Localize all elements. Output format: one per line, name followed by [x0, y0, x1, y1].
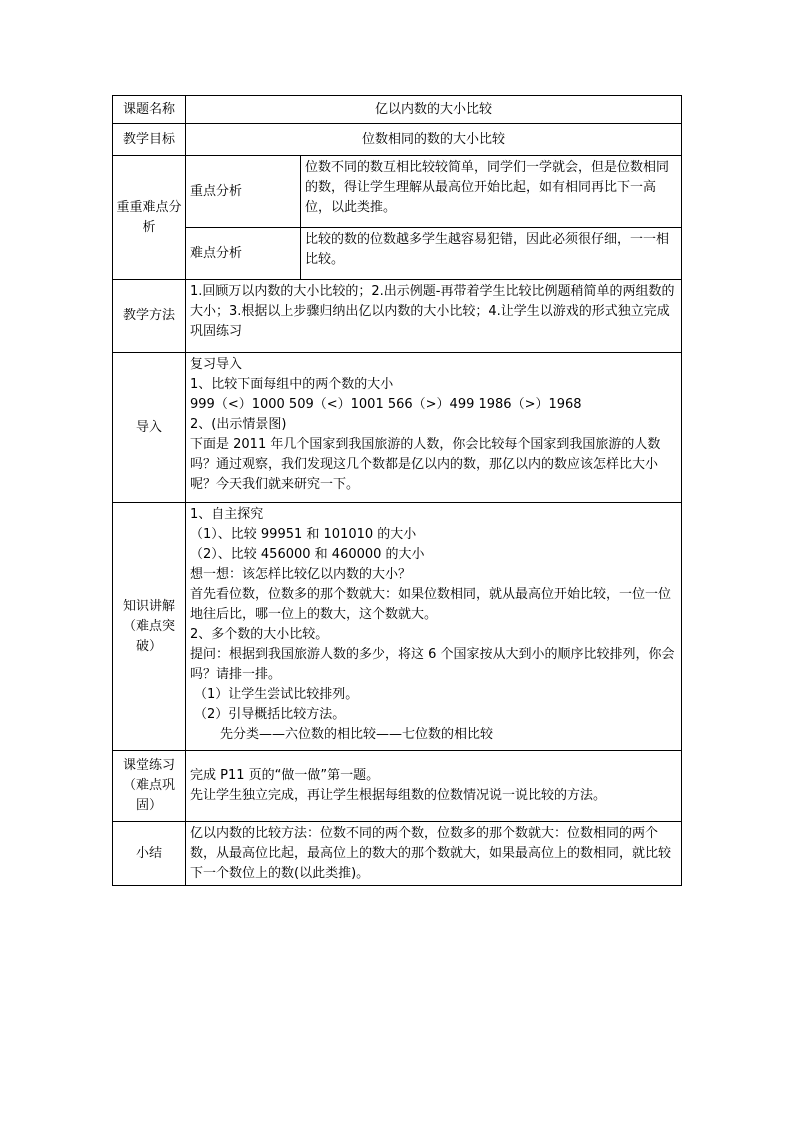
explain-line: （1）、比较 99951 和 101010 的大小 [190, 527, 417, 542]
row-method [113, 280, 682, 353]
summary-label: 小结 [113, 822, 186, 886]
explain-content [186, 503, 682, 751]
intro-line: 2、(出示情景图) [190, 417, 287, 432]
method-value: 1.回顾万以内数的大小比较的；2.出示例题-再带着学生比较比例题稍简单的两组数的大小；3.根据以上步骤归纳出亿以内数的大小比较；4.让学生以游戏的形式独立完成巩固练习 [186, 280, 682, 353]
focus-label: 重重难点分析 [113, 156, 186, 280]
intro-line: 1、比较下面每组中的两个数的大小 [190, 377, 394, 392]
summary-value: 亿以内数的比较方法：位数不同的两个数，位数多的那个数就大：位数相同的两个数，从最高位比起，最高位上的数大的那个数就大，如果最高位上的数相同，就比较下一个数位上的数(以此类推)。 [186, 822, 682, 886]
difficulty-value: 比较的数的位数越多学生越容易犯错，因此必须很仔细，一一相比较。 [301, 228, 682, 280]
row-practice [113, 751, 682, 822]
difficulty-label: 难点分析 [186, 228, 301, 280]
intro-content [186, 353, 682, 503]
row-explain [113, 503, 682, 751]
lesson-plan-table [112, 95, 682, 886]
explain-line: 提问：根据到我国旅游人数的多少，将这 6 个国家按从大到小的顺序比较排列，你会吗？请排一排。 [190, 647, 675, 682]
title-value: 亿以内数的大小比较 [186, 96, 682, 124]
intro-line: 下面是 2011 年几个国家到我国旅游的人数，你会比较每个国家到我国旅游的人数吗？通过观察，我们发现这几个数都是亿以内的数，那亿以内的数应该怎样比大小呢？今天我们就来研究一下。 [190, 437, 661, 492]
explain-line: 首先看位数，位数多的那个数就大：如果位数相同，就从最高位开始比较，一位一位地往后比，哪一位上的数大，这个数就大。 [190, 587, 672, 622]
intro-label: 导入 [113, 353, 186, 503]
explain-line: （1）让学生尝试比较排列。 [194, 687, 359, 702]
row-focus-key [113, 156, 682, 228]
row-intro [113, 353, 682, 503]
key-point-label: 重点分析 [186, 156, 301, 228]
method-label: 教学方法 [113, 280, 186, 353]
intro-line: 复习导入 [190, 357, 243, 372]
explain-line: （2）、比较 456000 和 460000 的大小 [190, 547, 425, 562]
practice-line: 完成 P11 页的“做一做”第一题。 [190, 768, 380, 783]
explain-label: 知识讲解（难点突破） [113, 503, 186, 751]
practice-label: 课堂练习（难点巩固） [113, 751, 186, 822]
explain-line: 先分类——六位数的相比较——七位数的相比较 [220, 727, 494, 742]
row-goal [113, 124, 682, 156]
intro-line: 999（<）1000 509（<）1001 566（>）499 1986（>）1968 [190, 397, 582, 412]
lesson-plan-sheet [112, 95, 681, 886]
explain-line: 1、自主探究 [190, 507, 264, 522]
row-summary [113, 822, 682, 886]
goal-label: 教学目标 [113, 124, 186, 156]
practice-content [186, 751, 682, 822]
explain-line: （2）引导概括比较方法。 [194, 707, 346, 722]
explain-line: 想一想：该怎样比较亿以内数的大小？ [190, 567, 412, 582]
row-title [113, 96, 682, 124]
practice-line: 先让学生独立完成，再让学生根据每组数的位数情况说一说比较的方法。 [190, 788, 607, 803]
explain-line: 2、多个数的大小比较。 [190, 627, 329, 642]
key-point-value: 位数不同的数互相比较较简单，同学们一学就会，但是位数相同的数，得让学生理解从最高位开始比起，如有相同再比下一高位，以此类推。 [301, 156, 682, 228]
row-focus-difficulty [113, 228, 682, 280]
title-label: 课题名称 [113, 96, 186, 124]
goal-value: 位数相同的数的大小比较 [186, 124, 682, 156]
